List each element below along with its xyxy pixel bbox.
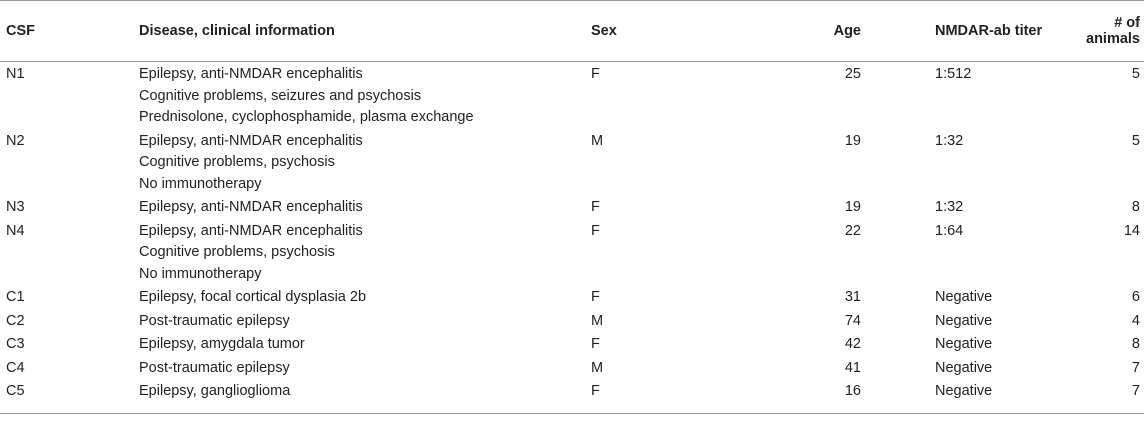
table-row (0, 379, 1144, 413)
cell-age: 22 (844, 222, 861, 239)
header-age: Age (751, 1, 861, 62)
cell-disease (139, 219, 591, 286)
cell-csf: N3 (6, 199, 25, 215)
table-header (0, 1, 1144, 62)
cell-age: 74 (844, 312, 861, 329)
cell-animals: 5 (1131, 66, 1140, 82)
disease-line: Epilepsy, ganglioglioma (139, 383, 291, 399)
disease-line: Post-traumatic epilepsy (139, 312, 290, 329)
cell-csf: C5 (0, 379, 139, 413)
table-row (0, 356, 1144, 380)
cell-sex: F (591, 199, 600, 215)
cell-animals: 5 (1131, 132, 1140, 149)
cell-csf: C4 (6, 359, 25, 376)
cell-animals: 4 (1131, 312, 1140, 329)
cell-titer: 1:512 (935, 66, 972, 82)
cell-titer: Negative (935, 359, 993, 376)
cell-titer: 1:32 (935, 199, 964, 215)
disease-line: Post-traumatic epilepsy (139, 359, 290, 376)
cell-sex: F (591, 336, 600, 352)
cell-sex: M (591, 359, 604, 376)
cell-sex: M (591, 312, 604, 329)
cell-age: 19 (844, 132, 861, 149)
cell-disease (139, 379, 591, 413)
cell-sex: F (591, 289, 600, 305)
cell-age: 42 (844, 336, 861, 352)
disease-line: Prednisolone, cyclophosphamide, plasma exchange (139, 109, 474, 125)
table-row (0, 332, 1144, 356)
cell-disease (139, 309, 591, 333)
header-row (0, 1, 1144, 62)
cell-csf: N4 (6, 222, 25, 239)
cell-animals: 14 (1123, 222, 1140, 239)
table-row (0, 195, 1144, 219)
table-row (0, 309, 1144, 333)
header-titer: NMDAR-ab titer (935, 1, 1065, 62)
cell-disease (139, 195, 591, 219)
cell-spacer (861, 379, 935, 413)
cell-titer: Negative (935, 379, 1065, 413)
disease-line: No immunotherapy (139, 265, 262, 282)
cell-disease (139, 356, 591, 380)
cell-csf: C2 (6, 312, 25, 329)
header-sex: Sex (591, 1, 751, 62)
cell-disease (139, 62, 591, 129)
cell-spacer (861, 356, 935, 380)
header-csf: CSF (0, 1, 139, 62)
cell-age: 25 (844, 66, 861, 82)
table-row (0, 129, 1144, 196)
cell-csf: N1 (6, 66, 25, 82)
cell-spacer (861, 332, 935, 356)
cell-sex: F (591, 66, 600, 82)
disease-line: Cognitive problems, psychosis (139, 154, 335, 170)
cell-age: 31 (844, 289, 861, 305)
cell-spacer (861, 285, 935, 309)
cell-spacer (861, 62, 935, 129)
disease-line: No immunotherapy (139, 175, 262, 192)
table-row (0, 219, 1144, 286)
cell-titer: Negative (935, 289, 993, 305)
header-animals: # of animals (1065, 1, 1144, 62)
disease-line: Epilepsy, anti-NMDAR encephalitis (139, 199, 363, 215)
cell-titer: 1:64 (935, 222, 964, 239)
cell-sex: M (591, 132, 604, 149)
cell-sex: F (591, 379, 751, 413)
cell-csf: C1 (6, 289, 25, 305)
cell-disease (139, 285, 591, 309)
disease-line: Cognitive problems, seizures and psychosis (139, 87, 422, 104)
cell-animals: 7 (1131, 359, 1140, 376)
cell-csf: N2 (6, 132, 25, 149)
table-body (0, 62, 1144, 414)
cell-disease (139, 332, 591, 356)
cell-spacer (861, 129, 935, 196)
disease-line: Epilepsy, focal cortical dysplasia 2b (139, 289, 367, 305)
cell-spacer (861, 219, 935, 286)
cell-animals: 8 (1131, 336, 1140, 352)
cell-age: 19 (844, 199, 861, 215)
cell-age: 16 (751, 379, 861, 413)
cell-animals: 8 (1131, 199, 1140, 215)
cell-disease (139, 129, 591, 196)
header-spacer (861, 1, 935, 62)
cell-titer: 1:32 (935, 132, 964, 149)
disease-line: Cognitive problems, psychosis (139, 244, 335, 260)
disease-line: Epilepsy, amygdala tumor (139, 336, 305, 352)
table-row (0, 62, 1144, 129)
table-row (0, 285, 1144, 309)
cell-animals: 6 (1131, 289, 1140, 305)
cell-animals: 7 (1065, 379, 1144, 413)
cell-spacer (861, 195, 935, 219)
cell-titer: Negative (935, 312, 993, 329)
cell-titer: Negative (935, 336, 993, 352)
cell-age: 41 (844, 359, 861, 376)
disease-line: Epilepsy, anti-NMDAR encephalitis (139, 222, 363, 239)
header-disease: Disease, clinical information (139, 1, 591, 62)
disease-line: Epilepsy, anti-NMDAR encephalitis (139, 132, 363, 149)
disease-line: Epilepsy, anti-NMDAR encephalitis (139, 66, 363, 82)
cell-csf: C3 (6, 336, 25, 352)
cell-spacer (861, 309, 935, 333)
cell-sex: F (591, 222, 600, 239)
